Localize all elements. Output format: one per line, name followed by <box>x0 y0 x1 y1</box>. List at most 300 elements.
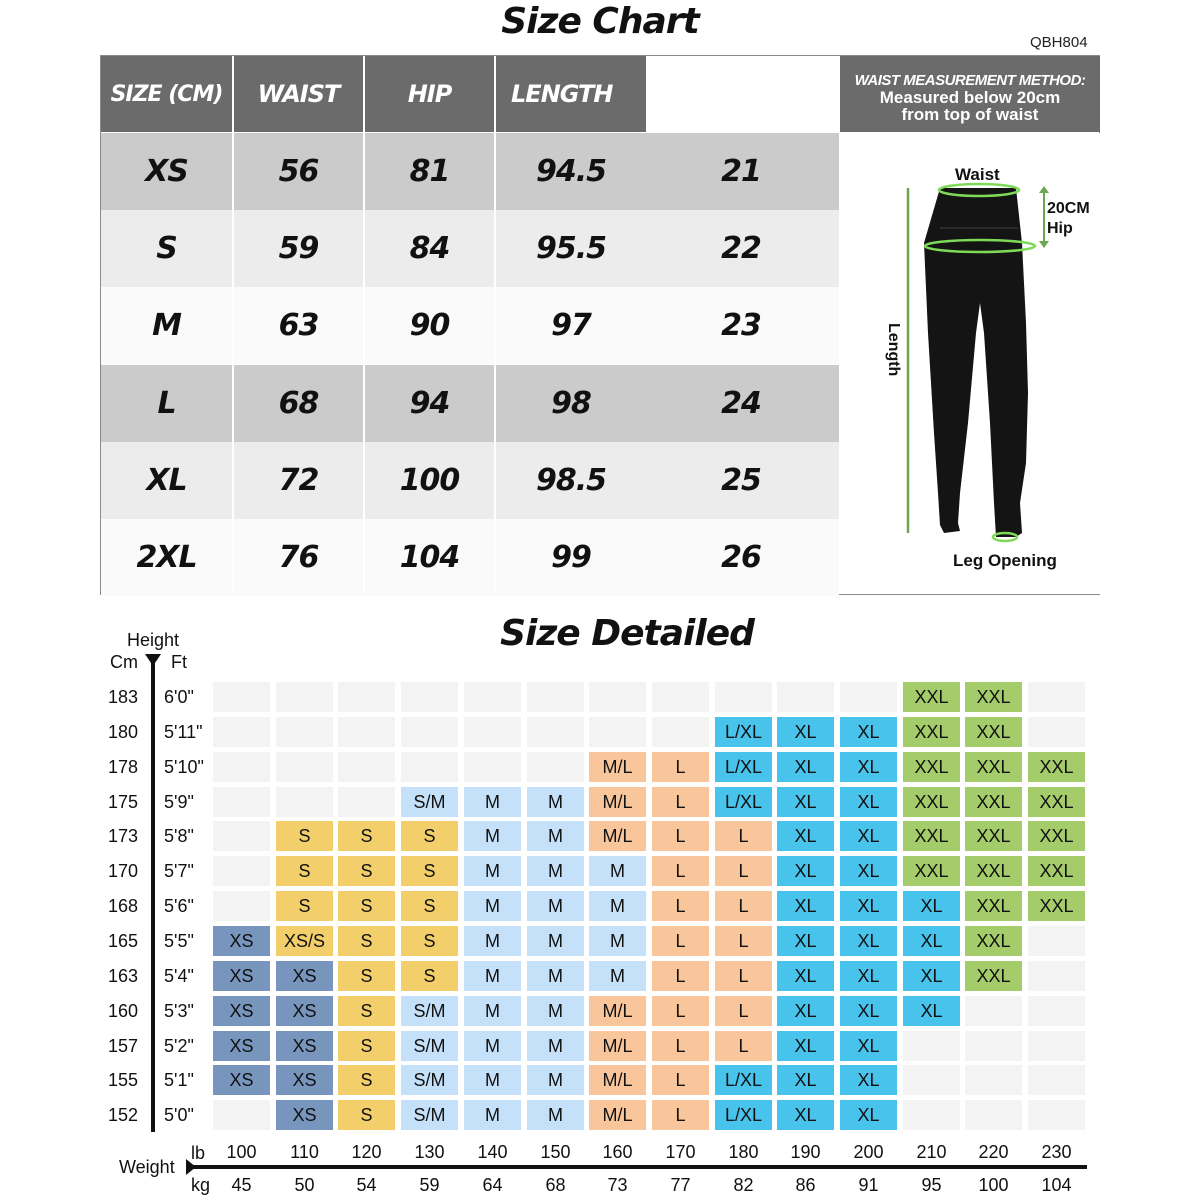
weight-kg-label: 59 <box>419 1175 440 1195</box>
grid-cell <box>527 752 584 782</box>
grid-cell: S <box>338 1065 395 1095</box>
grid-cell <box>464 752 521 782</box>
label-waist: Waist <box>955 165 1000 184</box>
grid-cell: XXL <box>1028 891 1085 921</box>
grid-cell: XL <box>903 961 960 991</box>
grid-cell <box>1028 961 1085 991</box>
cell-leg-opening: 25 <box>721 463 761 498</box>
grid-cell <box>1028 1031 1085 1061</box>
size-row <box>101 210 839 287</box>
label-length: Length <box>885 323 902 377</box>
height-cm-label: 180 <box>108 722 139 742</box>
height-cm-label: 170 <box>108 861 139 881</box>
grid-cell <box>1028 1100 1085 1130</box>
grid-cell: XL <box>840 1065 897 1095</box>
grid-cell <box>213 717 270 747</box>
grid-cell: L <box>652 1100 709 1130</box>
height-ft-label: 5'1" <box>164 1070 194 1090</box>
grid-cell: L <box>652 856 709 886</box>
grid-cell: S <box>338 821 395 851</box>
cell-length: 99 <box>551 540 591 575</box>
weight-lb-label: 220 <box>978 1142 1009 1162</box>
grid-cell <box>903 1100 960 1130</box>
grid-cell <box>338 682 395 712</box>
grid-cell: M <box>589 856 646 886</box>
grid-cell: XL <box>777 752 834 782</box>
grid-cell: XL <box>777 787 834 817</box>
weight-lb-label: 180 <box>728 1142 759 1162</box>
weight-lb-label: 160 <box>602 1142 633 1162</box>
grid-cell: M <box>527 787 584 817</box>
grid-cell: M <box>589 891 646 921</box>
weight-lb-label: 140 <box>477 1142 508 1162</box>
grid-cell <box>213 856 270 886</box>
grid-cell: XL <box>903 891 960 921</box>
grid-cell <box>1028 717 1085 747</box>
grid-cell: L <box>652 787 709 817</box>
weight-kg-label: 68 <box>545 1175 566 1195</box>
cell-length: 97 <box>551 308 591 343</box>
grid-cell <box>589 682 646 712</box>
header-hip: HIP <box>365 56 494 132</box>
size-row <box>101 519 839 596</box>
grid-cell: M <box>464 926 521 956</box>
height-cm-label: 163 <box>108 966 139 986</box>
grid-cell: XXL <box>965 717 1022 747</box>
cell-size: S <box>156 231 177 266</box>
grid-cell: XL <box>840 961 897 991</box>
grid-cell: M <box>464 891 521 921</box>
grid-cell: XXL <box>903 787 960 817</box>
col-divider <box>363 56 365 594</box>
grid-cell <box>338 717 395 747</box>
height-ft-label: 5'9" <box>164 792 194 812</box>
grid-cell <box>213 821 270 851</box>
grid-cell <box>527 682 584 712</box>
grid-cell: L/XL <box>715 1065 772 1095</box>
grid-cell: XXL <box>1028 752 1085 782</box>
grid-cell: XS <box>213 926 270 956</box>
grid-cell: L <box>652 926 709 956</box>
grid-cell: S <box>276 821 333 851</box>
grid-cell: M/L <box>589 1100 646 1130</box>
grid-cell: XS <box>276 1065 333 1095</box>
grid-cell: M/L <box>589 821 646 851</box>
weight-unit-kg: kg <box>191 1175 211 1195</box>
grid-cell <box>213 1100 270 1130</box>
grid-cell: L/XL <box>715 752 772 782</box>
pants-illustration <box>840 133 1100 594</box>
method-line2: from top of waist <box>901 105 1039 124</box>
height-ft-label: 5'2" <box>164 1036 194 1056</box>
grid-cell: S <box>338 891 395 921</box>
grid-cell: L <box>715 1031 772 1061</box>
grid-cell: S/M <box>401 1031 458 1061</box>
size-row <box>101 133 839 210</box>
cell-waist: 76 <box>278 540 319 575</box>
grid-cell: XS <box>276 1031 333 1061</box>
grid-cell: XXL <box>965 821 1022 851</box>
height-cm-label: 183 <box>108 687 139 707</box>
size-detailed-title: Size Detailed <box>500 613 754 654</box>
weight-lb-label: 130 <box>414 1142 445 1162</box>
label-20cm: 20CM <box>1047 200 1090 217</box>
height-cm-label: 155 <box>108 1070 139 1090</box>
height-cm-label: 178 <box>108 757 139 777</box>
size-row <box>101 442 839 519</box>
cell-hip: 81 <box>409 154 450 189</box>
grid-cell: XXL <box>1028 787 1085 817</box>
grid-cell: M <box>527 1031 584 1061</box>
height-ft-label: 6'0" <box>164 687 194 707</box>
grid-cell: S/M <box>401 1065 458 1095</box>
grid-cell: XXL <box>1028 821 1085 851</box>
cell-leg-opening: 21 <box>721 154 761 189</box>
weight-lb-label: 100 <box>226 1142 257 1162</box>
cell-size: XL <box>146 463 187 498</box>
weight-lb-label: 200 <box>853 1142 884 1162</box>
grid-cell <box>276 717 333 747</box>
grid-cell: S <box>338 926 395 956</box>
grid-cell: L <box>715 821 772 851</box>
grid-cell <box>1028 926 1085 956</box>
weight-kg-label: 50 <box>294 1175 315 1195</box>
grid-cell: M/L <box>589 1031 646 1061</box>
height-cm-label: 173 <box>108 826 139 846</box>
cell-waist: 59 <box>278 231 319 266</box>
grid-cell <box>1028 682 1085 712</box>
grid-cell: S <box>338 961 395 991</box>
grid-cell: M <box>464 1100 521 1130</box>
label-hip: Hip <box>1047 220 1073 237</box>
height-unit-cm: Cm <box>110 652 138 672</box>
grid-cell: L <box>652 752 709 782</box>
grid-cell <box>276 787 333 817</box>
weight-kg-label: 64 <box>482 1175 503 1195</box>
cell-waist: 72 <box>278 463 319 498</box>
cell-length: 98.5 <box>535 463 607 498</box>
col-divider <box>838 56 840 132</box>
grid-cell: M <box>464 996 521 1026</box>
cell-size: 2XL <box>136 540 197 575</box>
grid-cell: XXL <box>965 891 1022 921</box>
grid-cell <box>213 891 270 921</box>
grid-cell: XXL <box>903 752 960 782</box>
grid-cell <box>464 717 521 747</box>
grid-cell: XL <box>777 821 834 851</box>
weight-kg-label: 77 <box>670 1175 691 1195</box>
grid-cell <box>965 996 1022 1026</box>
cell-leg-opening: 22 <box>721 231 761 266</box>
grid-cell: XL <box>903 996 960 1026</box>
height-ft-label: 5'6" <box>164 896 194 916</box>
grid-cell <box>213 752 270 782</box>
grid-cell: L <box>652 1031 709 1061</box>
grid-cell: M <box>527 996 584 1026</box>
grid-cell: S <box>276 891 333 921</box>
height-axis-label: Height <box>127 630 180 650</box>
grid-cell: XXL <box>965 682 1022 712</box>
grid-cell: XL <box>903 926 960 956</box>
weight-lb-label: 210 <box>916 1142 947 1162</box>
grid-cell <box>652 682 709 712</box>
grid-cell: XS <box>213 1065 270 1095</box>
grid-cell <box>965 1100 1022 1130</box>
height-cm-label: 157 <box>108 1036 139 1056</box>
cell-length: 98 <box>551 386 591 421</box>
weight-kg-label: 91 <box>858 1175 879 1195</box>
grid-cell: XL <box>777 1100 834 1130</box>
grid-cell: M <box>527 856 584 886</box>
grid-cell <box>840 682 897 712</box>
cell-leg-opening: 23 <box>721 308 761 343</box>
grid-cell <box>338 787 395 817</box>
height-ft-label: 5'8" <box>164 826 194 846</box>
grid-cell <box>401 717 458 747</box>
grid-cell: XS <box>213 996 270 1026</box>
cell-waist: 56 <box>278 154 319 189</box>
grid-cell: S <box>276 856 333 886</box>
grid-cell: XL <box>777 926 834 956</box>
label-leg-opening: Leg Opening <box>953 551 1057 570</box>
weight-lb-label: 110 <box>290 1142 319 1162</box>
grid-cell <box>401 752 458 782</box>
cell-hip: 100 <box>399 463 460 498</box>
grid-cell: XXL <box>965 926 1022 956</box>
weight-kg-label: 54 <box>356 1175 377 1195</box>
grid-cell: S <box>401 856 458 886</box>
method-line1: Measured below 20cm <box>879 88 1061 107</box>
weight-axis-label: Weight <box>119 1157 175 1177</box>
grid-cell: M <box>589 961 646 991</box>
grid-cell: L <box>652 961 709 991</box>
grid-cell: XS <box>213 1031 270 1061</box>
grid-cell: XS <box>276 961 333 991</box>
weight-lb-label: 190 <box>790 1142 821 1162</box>
waist-method-box <box>840 56 1100 132</box>
grid-cell: XL <box>777 856 834 886</box>
grid-cell: L <box>715 891 772 921</box>
grid-cell <box>777 682 834 712</box>
height-ft-label: 5'11" <box>164 722 203 742</box>
product-code: QBH804 <box>1030 34 1088 51</box>
grid-cell <box>965 1031 1022 1061</box>
grid-cell: M <box>464 961 521 991</box>
grid-cell: M/L <box>589 996 646 1026</box>
grid-cell: L <box>715 926 772 956</box>
grid-cell: M/L <box>589 787 646 817</box>
grid-cell <box>903 1065 960 1095</box>
grid-cell: L <box>652 1065 709 1095</box>
grid-cell: M <box>527 926 584 956</box>
grid-cell: M <box>464 1065 521 1095</box>
height-ft-label: 5'5" <box>164 931 194 951</box>
grid-cell: S/M <box>401 1100 458 1130</box>
grid-cell <box>527 717 584 747</box>
grid-cell <box>213 682 270 712</box>
grid-cell: L <box>652 891 709 921</box>
height-ft-label: 5'4" <box>164 966 194 986</box>
method-title: WAIST MEASUREMENT METHOD: <box>854 72 1086 89</box>
height-ft-label: 5'7" <box>164 861 194 881</box>
weight-kg-label: 86 <box>795 1175 816 1195</box>
grid-cell <box>464 682 521 712</box>
weight-lb-label: 150 <box>540 1142 571 1162</box>
grid-cell: XS <box>276 1100 333 1130</box>
height-cm-label: 168 <box>108 896 139 916</box>
grid-cell: XL <box>777 961 834 991</box>
grid-cell <box>1028 1065 1085 1095</box>
grid-cell: XXL <box>1028 856 1085 886</box>
grid-cell <box>1028 996 1085 1026</box>
grid-cell: L/XL <box>715 1100 772 1130</box>
grid-cell: M <box>589 926 646 956</box>
grid-cell: L <box>715 961 772 991</box>
grid-cell: M <box>464 856 521 886</box>
grid-cell: XXL <box>965 787 1022 817</box>
size-row <box>101 365 839 442</box>
weight-lb-label: 230 <box>1041 1142 1072 1162</box>
grid-cell: S/M <box>401 996 458 1026</box>
grid-cell: XXL <box>903 717 960 747</box>
grid-cell: L <box>715 856 772 886</box>
height-cm-label: 165 <box>108 931 139 951</box>
grid-cell: M/L <box>589 752 646 782</box>
grid-cell: XS <box>213 961 270 991</box>
weight-kg-label: 45 <box>231 1175 252 1195</box>
grid-cell: XL <box>777 717 834 747</box>
header-size: SIZE (CM) <box>101 56 232 132</box>
height-cm-label: 160 <box>108 1001 139 1021</box>
grid-cell: M <box>464 1031 521 1061</box>
weight-kg-label: 82 <box>733 1175 754 1195</box>
grid-cell: M <box>464 787 521 817</box>
header-leg-opening: LEG OPENING <box>662 80 834 108</box>
grid-cell: XXL <box>903 682 960 712</box>
grid-cell: L <box>715 996 772 1026</box>
grid-cell: L/XL <box>715 717 772 747</box>
grid-cell <box>213 787 270 817</box>
cell-hip: 94 <box>409 386 450 421</box>
grid-cell: M <box>464 821 521 851</box>
col-divider <box>494 56 496 594</box>
grid-cell: L/XL <box>715 787 772 817</box>
height-ft-label: 5'10" <box>164 757 204 777</box>
cell-length: 94.5 <box>535 154 607 189</box>
cell-hip: 90 <box>409 308 450 343</box>
grid-cell: XL <box>840 891 897 921</box>
cell-waist: 63 <box>278 308 319 343</box>
grid-cell <box>903 1031 960 1061</box>
grid-cell: XL <box>840 821 897 851</box>
grid-cell: XL <box>840 996 897 1026</box>
grid-cell <box>715 682 772 712</box>
grid-cell: XL <box>777 996 834 1026</box>
height-cm-label: 152 <box>108 1105 139 1125</box>
grid-cell: XXL <box>965 752 1022 782</box>
grid-cell <box>401 682 458 712</box>
grid-cell: XL <box>777 1031 834 1061</box>
grid-cell: M <box>527 1065 584 1095</box>
grid-cell: S <box>338 1031 395 1061</box>
grid-cell <box>965 1065 1022 1095</box>
grid-cell: XL <box>840 1100 897 1130</box>
weight-kg-label: 73 <box>607 1175 628 1195</box>
grid-cell: XS <box>276 996 333 1026</box>
cell-size: M <box>152 308 181 343</box>
cell-waist: 68 <box>278 386 319 421</box>
height-unit-ft: Ft <box>171 652 187 672</box>
grid-cell: XXL <box>903 821 960 851</box>
cell-length: 95.5 <box>535 231 607 266</box>
grid-cell: S <box>338 1100 395 1130</box>
weight-kg-label: 95 <box>921 1175 942 1195</box>
grid-cell: S/M <box>401 787 458 817</box>
grid-cell: XL <box>777 1065 834 1095</box>
height-cm-label: 175 <box>108 792 139 812</box>
size-row <box>101 287 839 364</box>
cell-size: L <box>157 386 176 421</box>
grid-cell: M <box>527 891 584 921</box>
header-waist: WAIST <box>234 56 363 132</box>
grid-cell: M <box>527 1100 584 1130</box>
grid-cell <box>276 752 333 782</box>
grid-cell: XL <box>840 752 897 782</box>
grid-cell: S <box>401 961 458 991</box>
grid-cell: S <box>401 891 458 921</box>
grid-cell: S <box>401 926 458 956</box>
cell-size: XS <box>145 154 188 189</box>
weight-kg-label: 100 <box>978 1175 1009 1195</box>
grid-cell <box>338 752 395 782</box>
cell-leg-opening: 26 <box>721 540 761 575</box>
weight-unit-lb: lb <box>191 1143 206 1163</box>
grid-cell: S <box>338 996 395 1026</box>
height-axis-arrow-icon <box>143 652 163 1142</box>
weight-lb-label: 120 <box>351 1142 382 1162</box>
grid-cell: M <box>527 961 584 991</box>
grid-cell: XL <box>777 891 834 921</box>
grid-cell: XXL <box>903 856 960 886</box>
grid-cell: L <box>652 996 709 1026</box>
height-ft-label: 5'3" <box>164 1001 194 1021</box>
grid-cell <box>589 717 646 747</box>
grid-cell: XXL <box>965 961 1022 991</box>
size-chart-table <box>100 55 1100 595</box>
grid-cell: XL <box>840 717 897 747</box>
grid-cell: XL <box>840 1031 897 1061</box>
grid-cell: XXL <box>965 856 1022 886</box>
height-ft-label: 5'0" <box>164 1105 194 1125</box>
grid-cell: L <box>652 821 709 851</box>
grid-cell <box>276 682 333 712</box>
cell-hip: 104 <box>399 540 460 575</box>
cell-hip: 84 <box>409 231 450 266</box>
cell-leg-opening: 24 <box>721 386 761 421</box>
grid-cell: M/L <box>589 1065 646 1095</box>
grid-cell <box>652 717 709 747</box>
grid-cell: S <box>401 821 458 851</box>
col-divider <box>232 56 234 594</box>
weight-kg-label: 104 <box>1041 1175 1072 1195</box>
grid-cell: XL <box>840 787 897 817</box>
grid-cell: XL <box>840 926 897 956</box>
grid-cell: XS/S <box>276 926 333 956</box>
grid-cell: XL <box>840 856 897 886</box>
size-chart-title: Size Chart <box>501 1 699 42</box>
weight-lb-label: 170 <box>665 1142 696 1162</box>
grid-cell: M <box>527 821 584 851</box>
